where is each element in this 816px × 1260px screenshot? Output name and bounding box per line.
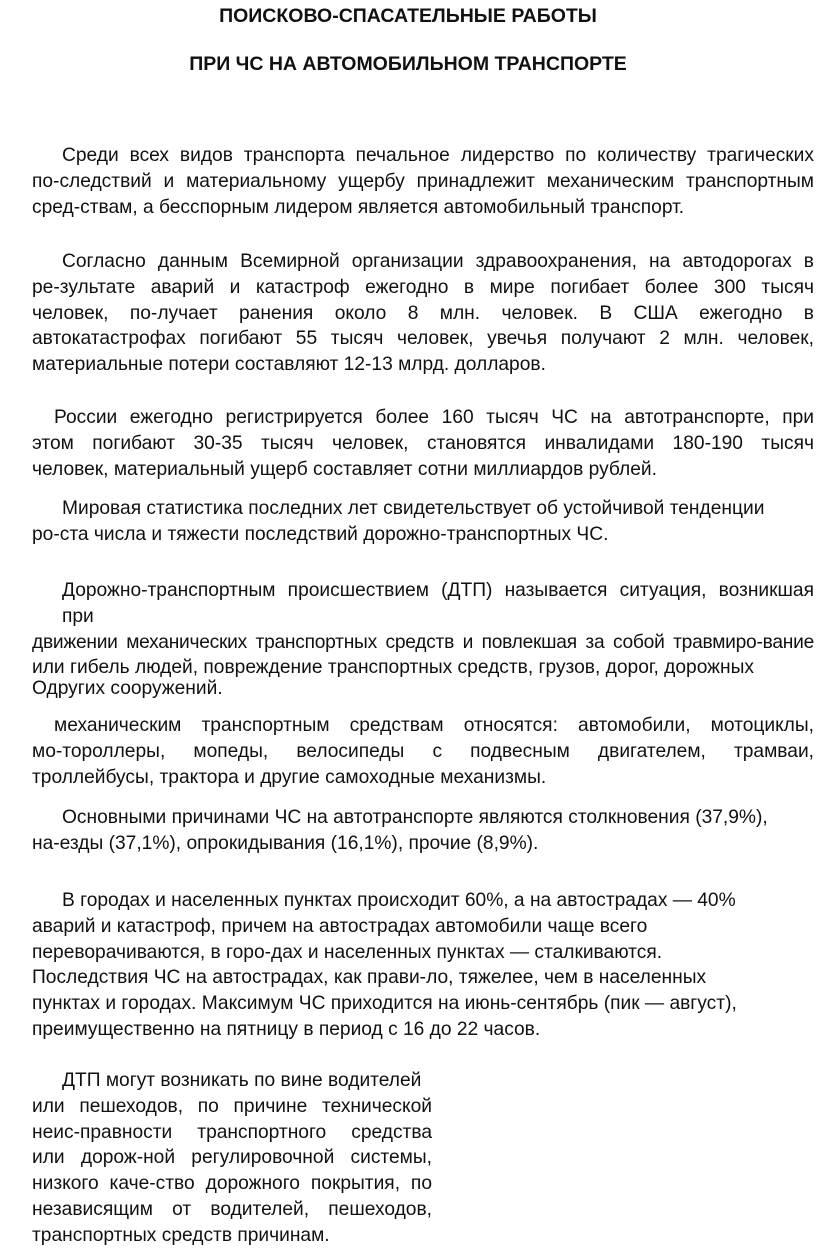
paragraph-line: ре-зультате аварий и катастроф ежегодно в мире погибает более 300 тысяч — [32, 276, 814, 298]
paragraph-line: аварий и катастроф, причем на автострадах автомобили чаще всего — [32, 915, 648, 937]
paragraph-line: сред-ствам, а бесспорным лидером является автомобильный транспорт. — [32, 196, 685, 218]
paragraph-line: Дорожно-транспортным происшествием (ДТП) называется ситуация, возникшая при — [62, 580, 814, 627]
paragraph-1 — [32, 143, 814, 220]
paragraph-line: преимущественно на пятницу в период с 16 до 22 часов. — [32, 1018, 541, 1040]
paragraph-line: автокатастрофах погибают 55 тысяч человек, увечья получают 2 млн. человек, — [32, 328, 814, 350]
paragraph-line: материальные потери составляют 12-13 млрд. долларов. — [32, 354, 546, 376]
paragraph-line: переворачиваются, в горо-дах и населенных пунктах — сталкиваются. — [32, 941, 663, 963]
paragraph-line: Согласно данным Всемирной организации здравоохранения, на автодорогах в — [62, 251, 814, 272]
paragraph-line: В городах и населенных пунктах происходит 60%, а на автострадах — 40% — [62, 890, 736, 911]
paragraph-line: или дорож-ной регулировочной системы, — [32, 1147, 432, 1169]
paragraph-line: пунктах и городах. Максимум ЧС приходится на июнь-сентябрь (пик — август), — [32, 993, 737, 1015]
paragraph-line: по-следствий и материальному ущербу принадлежит механическим транспортным — [32, 170, 814, 192]
paragraph-line: Основными причинами ЧС на автотранспорте являются столкновения (37,9%), — [62, 807, 768, 828]
paragraph-line: Среди всех видов транспорта печальное лидерство по количеству трагических — [62, 145, 814, 166]
paragraph-line: неис-правности транспортного средства — [32, 1121, 432, 1143]
paragraph-line: мо-тороллеры, мопеды, велосипеды с подвесным двигателем, трамваи, — [32, 740, 814, 762]
paragraph-line: механическим транспортным средствам относятся: автомобили, мотоциклы, — [54, 715, 814, 736]
paragraph-line: на-езды (37,1%), опрокидывания (16,1%), прочие (8,9%). — [32, 832, 539, 854]
paragraph-line: движении механических транспортных средств и повлекшая за собой травмиро-вание — [32, 631, 814, 653]
paragraph-line: Последствия ЧС на автострадах, как прави-ло, тяжелее, чем в населенных — [32, 967, 707, 989]
paragraph-line: ро-ста числа и тяжести последствий дорожно-транспортных ЧС. — [32, 523, 609, 545]
paragraph-line: низкого каче-ство дорожного покрытия, по — [32, 1173, 432, 1195]
paragraph-line: ДТП могут возникать по вине водителей — [62, 1070, 422, 1091]
paragraph-3 — [32, 405, 814, 482]
paragraph-line: транспортных средств причинам. — [32, 1224, 330, 1246]
paragraph-10 — [32, 1068, 432, 1249]
paragraph-4 — [32, 496, 814, 548]
paragraph-7 — [32, 713, 814, 790]
paragraph-9 — [32, 888, 814, 1043]
paragraph-line: человек, материальный ущерб составляет сотни миллиардов рублей. — [32, 458, 657, 480]
paragraph-5 — [32, 578, 814, 681]
paragraph-2 — [32, 249, 814, 378]
paragraph-8 — [32, 805, 814, 857]
paragraph-line: или гибель людей, повреждение транспортных средств, грузов, дорог, дорожных — [32, 657, 754, 679]
paragraph-line: человек, по-лучает ранения около 8 млн. человек. В США ежегодно в — [32, 302, 814, 324]
paragraph-line: Одругих сооружений. — [32, 678, 223, 699]
paragraph-line: России ежегодно регистрируется более 160 тысяч ЧС на автотранспорте, при — [54, 407, 814, 428]
paragraph-6 — [32, 676, 814, 702]
paragraph-line: или пешеходов, по причине технической — [32, 1095, 432, 1117]
paragraph-line: этом погибают 30-35 тысяч человек, становятся инвалидами 180-190 тысяч — [32, 432, 814, 454]
document-title-line-2: ПРИ ЧС НА АВТОМОБИЛЬНОМ ТРАНСПОРТЕ — [189, 53, 627, 75]
paragraph-line: независящим от водителей, пешеходов, — [32, 1198, 432, 1220]
paragraph-line: троллейбусы, трактора и другие самоходные механизмы. — [32, 766, 547, 788]
document-title-line-1: ПОИСКОВО-СПАСАТЕЛЬНЫЕ РАБОТЫ — [219, 5, 597, 27]
paragraph-line: Мировая статистика последних лет свидетельствует об устойчивой тенденции — [62, 498, 765, 519]
